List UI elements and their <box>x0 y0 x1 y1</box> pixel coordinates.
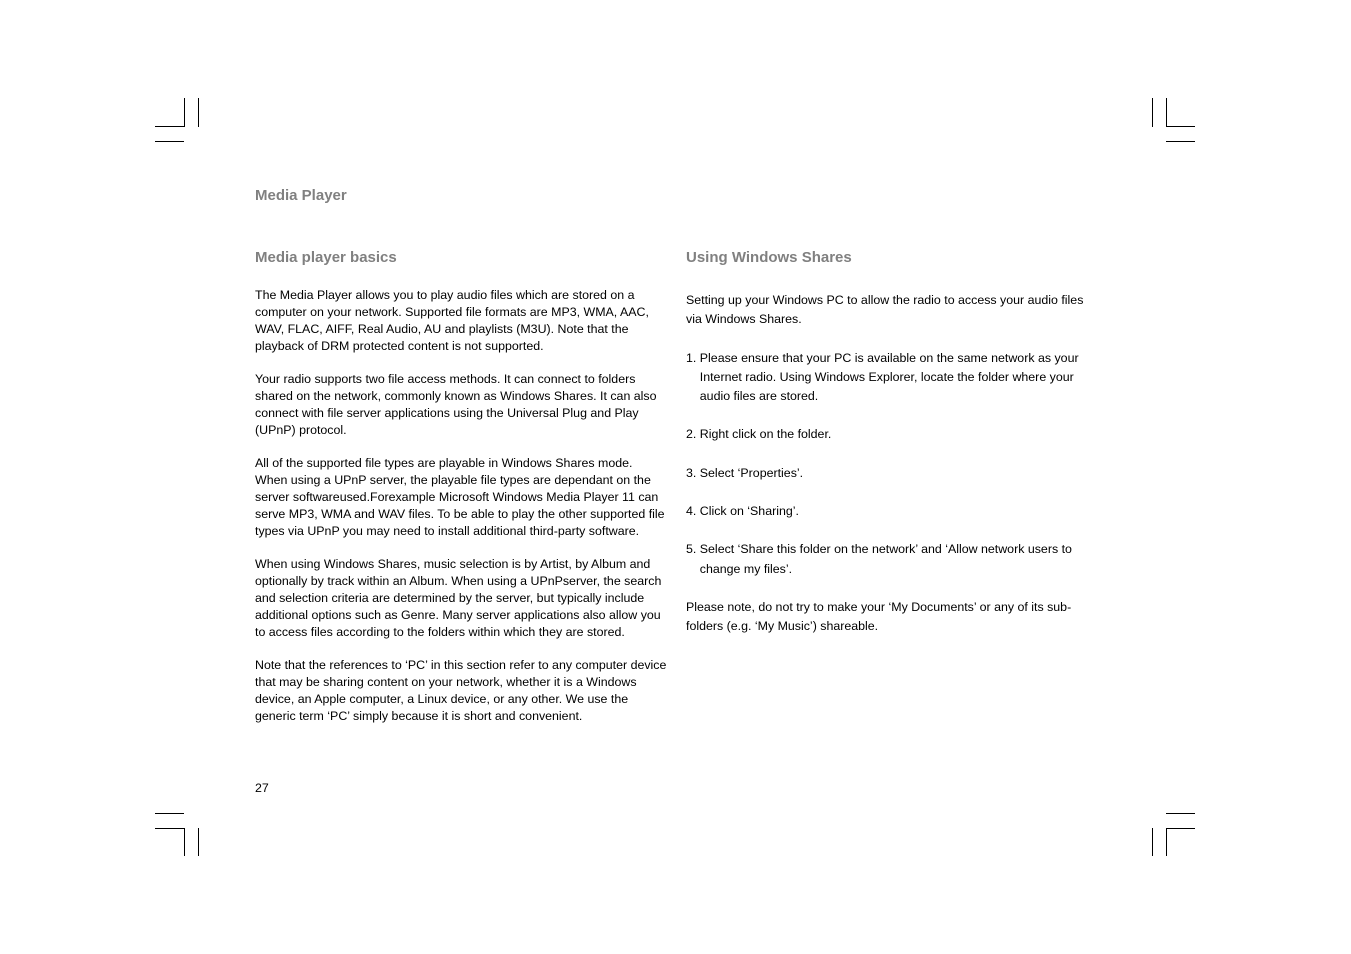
crop-mark <box>184 98 185 127</box>
crop-mark <box>155 828 184 829</box>
paragraph: Note that the references to ‘PC’ in this section refer to any computer device that may be sharing content on your network, whether it is a Windows device, an Apple computer, a Linux device, or any other. We use the generic term ‘PC’ simply because it is short and convenient. <box>255 658 667 723</box>
crop-mark <box>155 813 184 814</box>
crop-mark <box>198 98 199 127</box>
note-paragraph: Please note, do not try to make your ‘My Documents’ or any of its sub-folders (e.g. ‘My Music’) shareable. <box>686 599 1072 634</box>
step-text: Select ‘Properties’. <box>699 465 804 480</box>
step-item <box>686 425 1096 444</box>
step-number: 2. <box>686 427 700 442</box>
crop-mark <box>1166 98 1167 127</box>
media-player-basics-heading: Media player basics <box>255 249 397 266</box>
paragraph: The Media Player allows you to play audio files which are stored on a computer on your network. Supported file formats are MP3, WMA, AAC, WAV, FLAC, AIFF, Real Audio, AU and playlists (M3U). Note that the playback of DRM protected content is not supported. <box>255 288 649 353</box>
step-text: Right click on the folder. <box>699 427 832 442</box>
crop-mark <box>1152 98 1153 127</box>
paragraph: When using Windows Shares, music selection is by Artist, by Album and optionally by track within an Album. When using a UPnPserver, the search and selection criteria are determined by the server, but typically include additional options such as Genre. Many server applications also allow you to access files according to the folders within which they are stored. <box>255 557 662 639</box>
step-item <box>686 502 1096 521</box>
paragraph: All of the supported file types are playable in Windows Shares mode. When using a UPnP server, the playable file types are dependant on the server softwareused.Forexample Microsoft Windows Media Player 11 can serve MP3, WMA and WAV files. To be able to play the other supported file types via UPnP you may need to install additional third-party software. <box>255 456 665 538</box>
step-text: Click on ‘Sharing’. <box>699 504 799 519</box>
step-item <box>686 540 1096 579</box>
step-text: Please ensure that your PC is available on the same network as your Internet radio. Using Windows Explorer, locate the folder where your audio files are stored. <box>699 350 1079 404</box>
crop-mark <box>1152 828 1153 856</box>
crop-mark <box>155 126 184 127</box>
step-number: 5. <box>686 542 700 557</box>
step-number: 3. <box>686 465 700 480</box>
crop-mark <box>155 141 184 142</box>
step-number: 1. <box>686 350 700 365</box>
crop-mark <box>1166 126 1195 127</box>
right-column <box>686 291 1096 656</box>
intro-paragraph: Setting up your Windows PC to allow the radio to access your audio files via Windows Shares. <box>686 293 1084 327</box>
crop-mark <box>1166 813 1195 814</box>
page-number: 27 <box>255 781 269 795</box>
step-item <box>686 349 1096 407</box>
step-number: 4. <box>686 504 700 519</box>
using-windows-shares-heading: Using Windows Shares <box>686 249 852 266</box>
crop-mark <box>1166 828 1167 856</box>
section-title: Media Player <box>255 187 347 204</box>
step-item <box>686 464 1096 483</box>
crop-mark <box>184 828 185 856</box>
paragraph: Your radio supports two file access methods. It can connect to folders shared on the network, commonly known as Windows Shares. It can also connect with file server applications using the Universal Plug and Play (UPnP) protocol. <box>255 372 657 437</box>
step-text: Select ‘Share this folder on the network’ and ‘Allow network users to change my files’. <box>699 542 1072 576</box>
crop-mark <box>198 828 199 856</box>
crop-mark <box>1166 828 1195 829</box>
crop-mark <box>1166 141 1195 142</box>
left-column <box>255 287 667 741</box>
